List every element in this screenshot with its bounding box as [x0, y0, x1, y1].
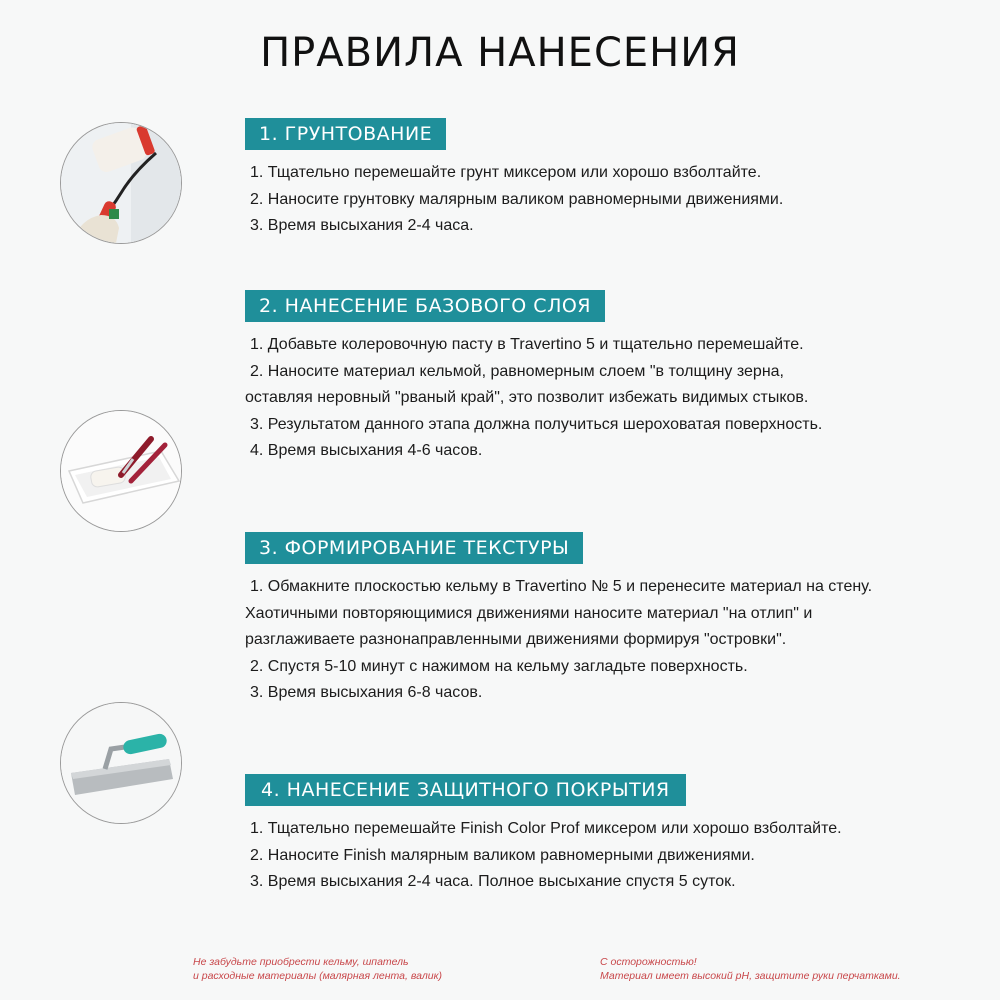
trowel-icon [60, 702, 182, 824]
page-title: ПРАВИЛА НАНЕСЕНИЯ [260, 30, 740, 76]
step-item: 3. Время высыхания 2-4 часа. Полное высыхание спустя 5 суток. [250, 873, 736, 890]
step-item: Хаотичными повторяющимися движениями наносите материал "на отлип" и [245, 604, 813, 622]
footer-note-line: Материал имеет высокий pH, защитите руки перчатками. [600, 970, 901, 982]
step-item: 3. Результатом данного этапа должна получиться шероховатая поверхность. [250, 415, 823, 433]
section-priming [245, 118, 965, 240]
footer-note-materials [193, 955, 442, 983]
step-item: 2. Спустя 5-10 минут с нажимом на кельму загладьте поверхность. [250, 657, 748, 675]
step-item: 4. Время высыхания 4-6 часов. [250, 442, 483, 459]
footer-note-caution [600, 955, 901, 983]
step-item: 2. Наносите грунтовку малярным валиком равномерными движениями. [250, 190, 784, 208]
section-base-layer [245, 290, 965, 465]
steps-list [245, 574, 965, 707]
step-item: разглаживаете разнонаправленными движениями формируя "островки". [245, 631, 787, 648]
step-item: 1. Обмакните плоскостью кельму в Travertino № 5 и перенесите материал на стену. [250, 578, 873, 595]
footer-note-line: и расходные материалы (малярная лента, валик) [193, 970, 443, 982]
paint-tray-icon [60, 410, 182, 532]
step-item: 1. Тщательно перемешайте грунт миксером или хорошо взболтайте. [250, 164, 762, 181]
step-item: 1. Добавьте колеровочную пасту в Travertino 5 и тщательно перемешайте. [250, 336, 804, 353]
section-heading: 3. ФОРМИРОВАНИЕ ТЕКСТУРЫ [245, 532, 583, 564]
steps-list [245, 816, 965, 896]
step-item: оставляя неровный "рваный край", это позволит избежать видимых стыков. [245, 389, 809, 406]
step-item: 2. Наносите Finish малярным валиком равномерными движениями. [250, 846, 755, 864]
section-heading: 2. НАНЕСЕНИЕ БАЗОВОГО СЛОЯ [245, 290, 605, 322]
step-item: 3. Время высыхания 2-4 часа. [250, 217, 474, 234]
section-texture [245, 532, 965, 707]
footer-note-line: С осторожностью! [600, 956, 697, 968]
footer-note-line: Не забудьте приобрести кельму, шпатель [193, 956, 409, 968]
step-item: 1. Тщательно перемешайте Finish Color Prof миксером или хорошо взболтайте. [250, 820, 842, 837]
steps-list [245, 160, 965, 240]
section-heading: 1. ГРУНТОВАНИЕ [245, 118, 446, 150]
step-item: 3. Время высыхания 6-8 часов. [250, 684, 483, 701]
steps-list [245, 332, 965, 465]
paint-roller-icon [60, 122, 182, 244]
section-heading: 4. НАНЕСЕНИЕ ЗАЩИТНОГО ПОКРЫТИЯ [245, 774, 686, 806]
step-item: 2. Наносите материал кельмой, равномерным слоем "в толщину зерна, [250, 362, 784, 380]
section-protective-coating [245, 774, 965, 896]
